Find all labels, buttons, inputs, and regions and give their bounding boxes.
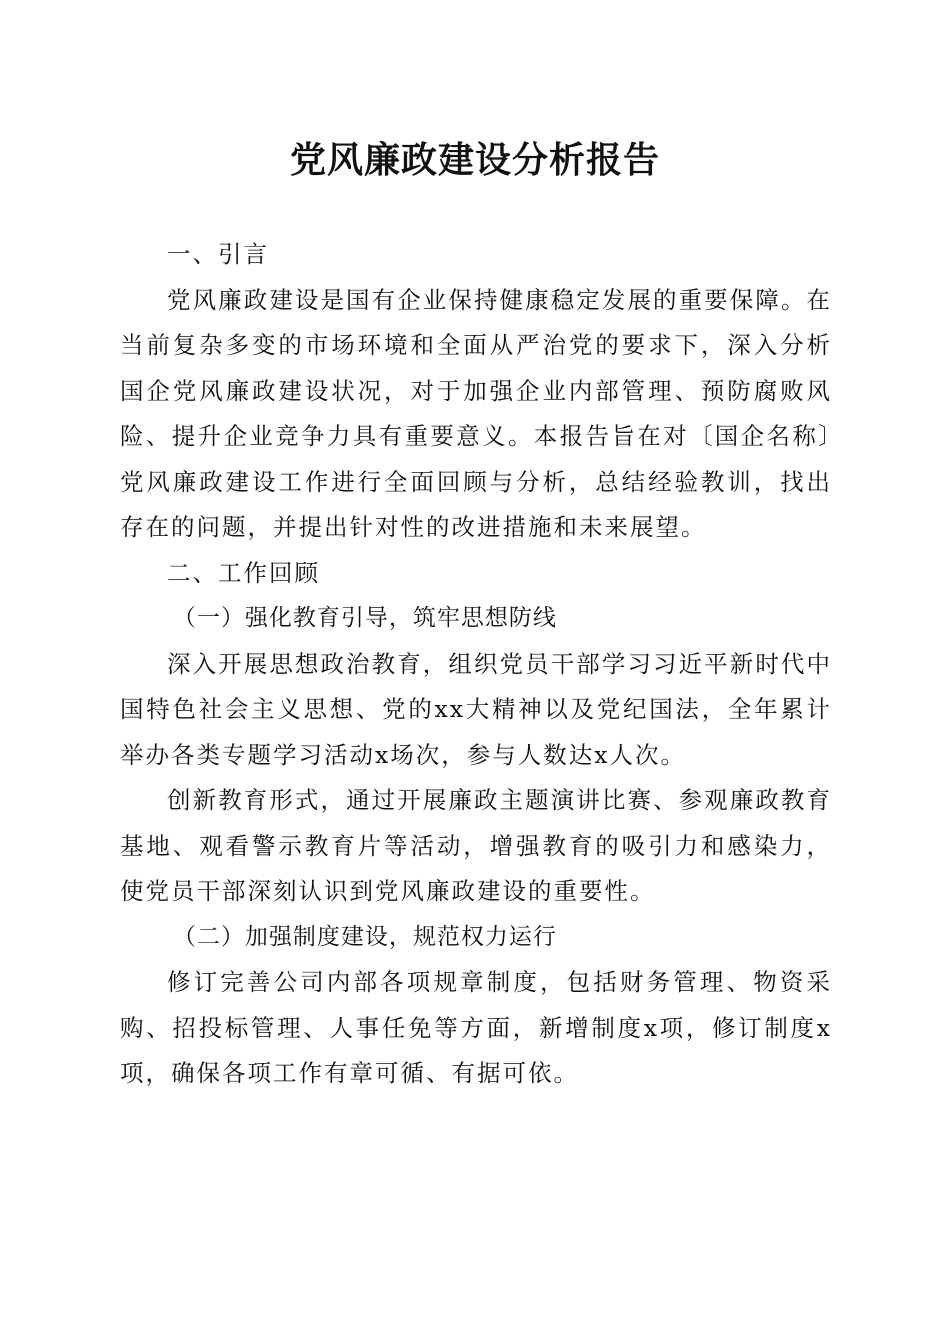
education-paragraph-1: 深入开展思想政治教育，组织党员干部学习习近平新时代中国特色社会主义思想、党的xx大精神以及党纪国法，全年累计举办各类专题学习活动x场次，参与人数达x人次。 [120, 649, 832, 769]
institution-paragraph-1: 修订完善公司内部各项规章制度，包括财务管理、物资采购、招投标管理、人事任免等方面，新增制度x项，修订制度x项，确保各项工作有章可循、有据可依。 [120, 968, 832, 1087]
document-title: 党风廉政建设分析报告 [289, 139, 660, 181]
introduction-paragraph: 党风廉政建设是国有企业保持健康稳定发展的重要保障。在当前复杂多变的市场环境和全面从严治党的要求下，深入分析国企党风廉政建设状况，对于加强企业内部管理、预防腐败风险、提升企业竞争力具有重要意义。本报告旨在对〔国企名称〕党风廉政建设工作进行全面回顾与分析，总结经验教训，找出存在的问题，并提出针对性的改进措施和未来展望。 [120, 285, 832, 541]
education-paragraph-2: 创新教育形式，通过开展廉政主题演讲比赛、参观廉政教育基地、观看警示教育片等活动，增强教育的吸引力和感染力，使党员干部深刻认识到党风廉政建设的重要性。 [120, 786, 832, 905]
subsection-heading-education: （一）强化教育引导，筑牢思想防线 [172, 605, 557, 631]
subsection-heading-institution: （二）加强制度建设，规范权力运行 [172, 923, 557, 950]
section-heading-introduction: 一、引言 [167, 240, 269, 268]
document-body [120, 232, 832, 1097]
section-heading-work-review: 二、工作回顾 [167, 558, 320, 587]
